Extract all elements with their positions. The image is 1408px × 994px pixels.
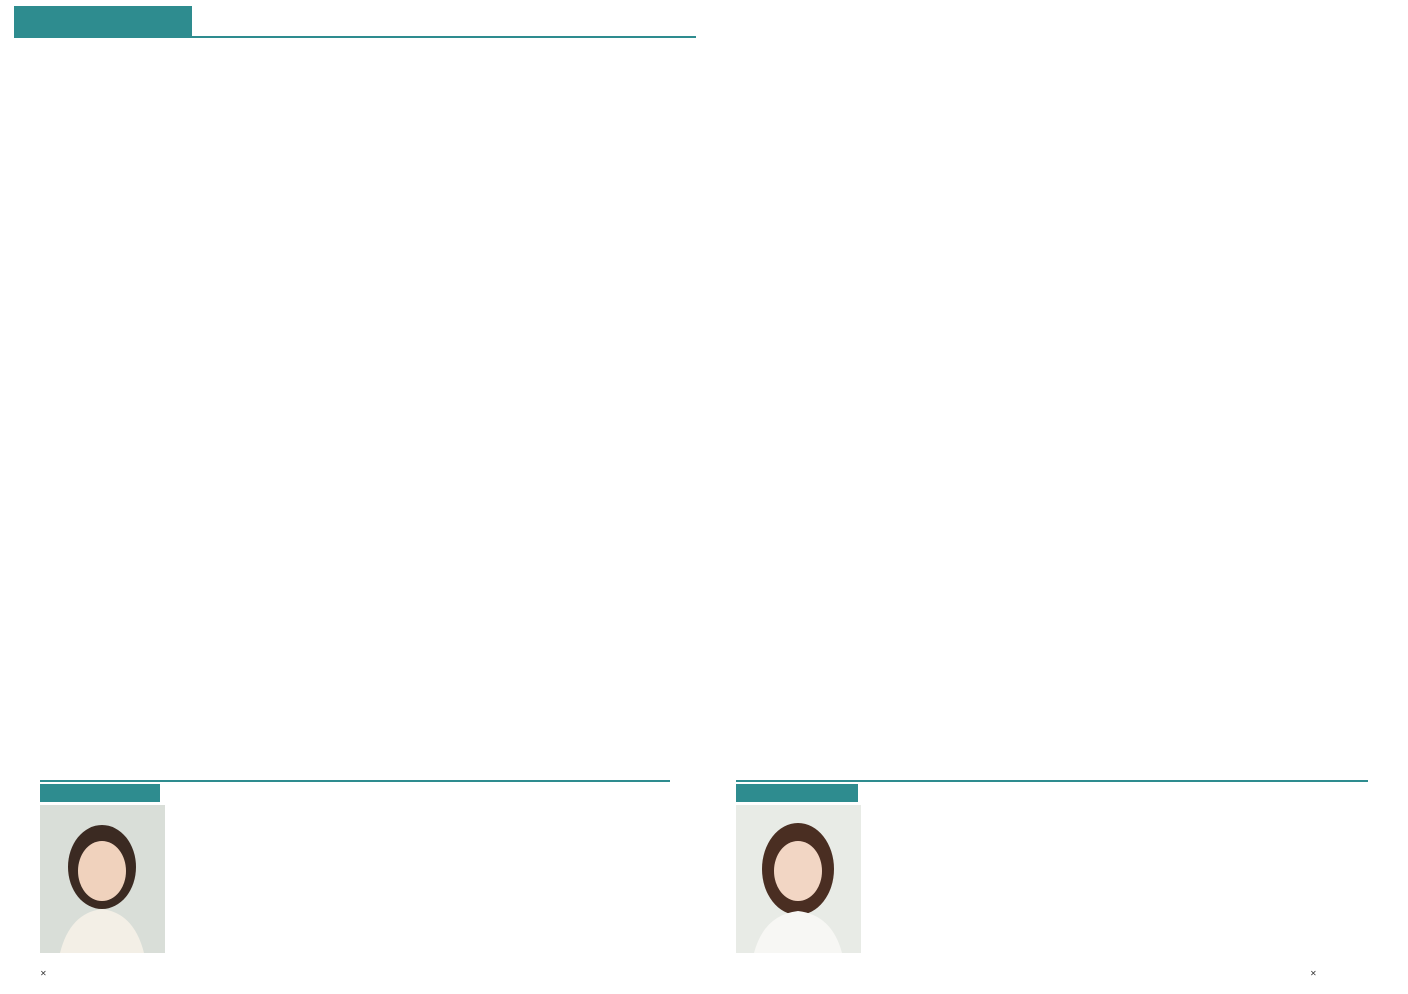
curriculum-column-3 bbox=[476, 55, 672, 755]
page-title bbox=[14, 6, 192, 36]
voice-rule-left bbox=[40, 780, 670, 782]
logo-mark-icon: ✕ bbox=[1310, 969, 1317, 978]
voice-text-right-1 bbox=[954, 826, 1148, 828]
student-photo-left bbox=[40, 805, 165, 953]
student-info-right bbox=[866, 873, 966, 877]
curriculum-column-6 bbox=[1172, 55, 1368, 745]
curriculum-column-1 bbox=[40, 55, 236, 735]
voice-tag-right bbox=[736, 784, 858, 802]
logo-mark-icon: ✕ bbox=[40, 969, 47, 978]
curriculum-column-4 bbox=[736, 55, 932, 735]
student-info-left bbox=[170, 893, 270, 899]
curriculum-column-5 bbox=[954, 55, 1150, 765]
voice-tag-left bbox=[40, 784, 160, 802]
student-photo-right bbox=[736, 805, 861, 953]
title-rule bbox=[14, 36, 696, 38]
logo-right bbox=[1310, 969, 1317, 978]
voice-rule-right bbox=[736, 780, 1368, 782]
logo-left bbox=[40, 969, 47, 978]
curriculum-column-2 bbox=[258, 55, 454, 745]
